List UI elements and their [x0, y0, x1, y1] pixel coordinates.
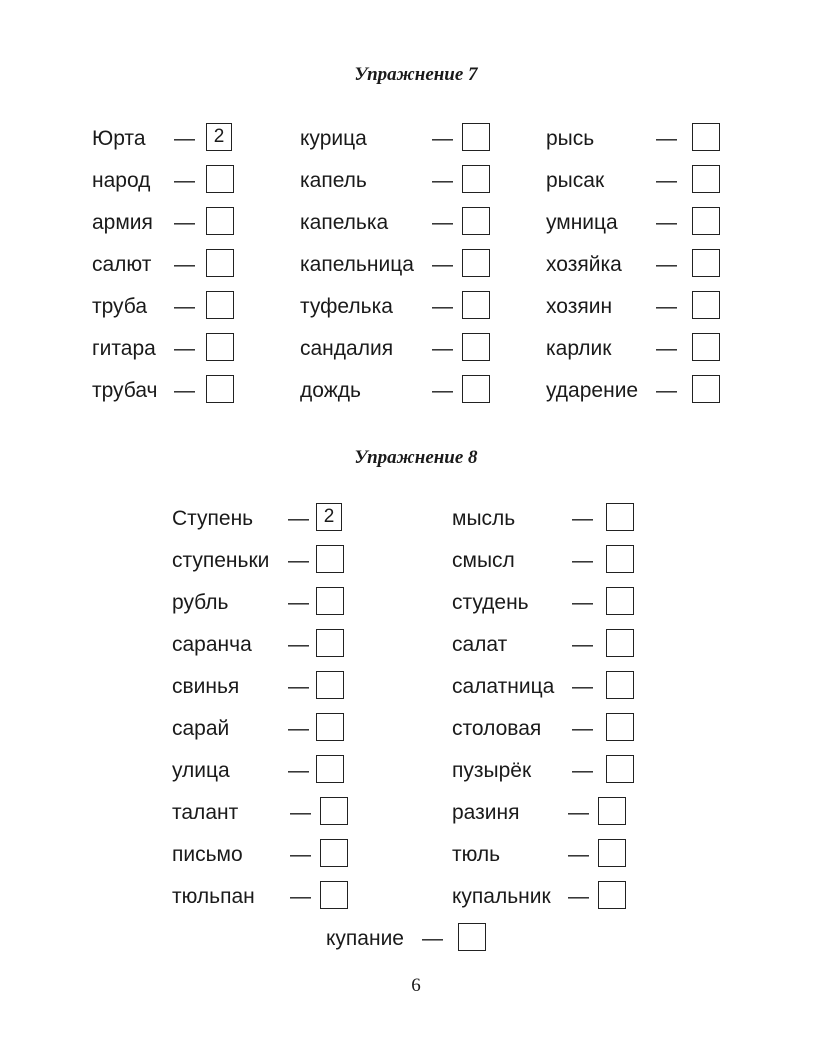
- word-label: смысл: [452, 549, 515, 572]
- word-label: тюль: [452, 843, 501, 866]
- dash-separator: —: [422, 927, 443, 950]
- answer-box[interactable]: [606, 629, 634, 657]
- word-entry: [452, 838, 630, 872]
- word-label: рысак: [546, 169, 605, 192]
- word-label: свинья: [172, 675, 240, 698]
- word-label: рубль: [172, 591, 229, 614]
- dash-separator: —: [290, 801, 311, 824]
- word-label: армия: [92, 211, 153, 234]
- answer-box[interactable]: 2: [316, 503, 342, 531]
- exercise-7-title: Упражнение 7: [354, 64, 478, 85]
- word-label: талант: [172, 801, 239, 824]
- word-entry: [172, 544, 348, 578]
- answer-box[interactable]: [458, 923, 486, 951]
- answer-box[interactable]: [598, 839, 626, 867]
- dash-separator: —: [568, 843, 589, 866]
- answer-box[interactable]: [316, 671, 344, 699]
- answer-box[interactable]: [462, 249, 490, 277]
- word-label: улица: [172, 759, 230, 782]
- word-label: трубач: [92, 379, 158, 402]
- word-label: Юрта: [92, 127, 146, 150]
- word-entry: [452, 628, 638, 662]
- dash-separator: —: [288, 759, 309, 782]
- word-entry: [300, 248, 494, 282]
- word-entry: [172, 712, 348, 746]
- word-entry: [452, 796, 630, 830]
- answer-box[interactable]: [598, 881, 626, 909]
- answer-box[interactable]: [606, 755, 634, 783]
- answer-box[interactable]: [316, 545, 344, 573]
- word-label: купальник: [452, 885, 551, 908]
- word-label: тюльпан: [172, 885, 255, 908]
- dash-separator: —: [174, 211, 195, 234]
- dash-separator: —: [572, 591, 593, 614]
- answer-box[interactable]: [606, 713, 634, 741]
- word-entry: [452, 754, 638, 788]
- word-label: столовая: [452, 717, 542, 740]
- word-entry: [326, 922, 490, 956]
- word-entry: [172, 880, 352, 914]
- word-label: саранча: [172, 633, 252, 656]
- word-label: карлик: [546, 337, 612, 360]
- answer-box[interactable]: [462, 165, 490, 193]
- word-entry: [452, 880, 630, 914]
- word-label: труба: [92, 295, 148, 318]
- word-entry: [92, 290, 238, 324]
- dash-separator: —: [174, 379, 195, 402]
- answer-box[interactable]: 2: [206, 123, 232, 151]
- dash-separator: —: [656, 295, 677, 318]
- word-entry: [546, 206, 724, 240]
- word-entry: [546, 374, 724, 408]
- answer-box[interactable]: [598, 797, 626, 825]
- dash-separator: —: [572, 633, 593, 656]
- dash-separator: —: [656, 379, 677, 402]
- answer-box[interactable]: [206, 333, 234, 361]
- word-label: салют: [92, 253, 152, 276]
- word-entry: [452, 586, 638, 620]
- word-entry: [92, 122, 238, 156]
- answer-box[interactable]: [692, 123, 720, 151]
- word-entry: [452, 502, 638, 536]
- word-entry: [300, 206, 494, 240]
- answer-box[interactable]: [462, 333, 490, 361]
- dash-separator: —: [656, 253, 677, 276]
- word-label: умница: [546, 211, 618, 234]
- word-label: народ: [92, 169, 151, 192]
- word-entry: [172, 670, 348, 704]
- dash-separator: —: [288, 507, 309, 530]
- answer-box[interactable]: [606, 503, 634, 531]
- word-entry: [300, 164, 494, 198]
- page-number: 6: [411, 975, 421, 996]
- dash-separator: —: [288, 591, 309, 614]
- answer-box[interactable]: [320, 839, 348, 867]
- dash-separator: —: [174, 295, 195, 318]
- word-entry: [300, 122, 494, 156]
- answer-box[interactable]: [692, 165, 720, 193]
- answer-box[interactable]: [462, 123, 490, 151]
- word-label: туфелька: [300, 295, 393, 318]
- dash-separator: —: [432, 337, 453, 360]
- answer-box[interactable]: [462, 291, 490, 319]
- word-label: рысь: [546, 127, 595, 150]
- answer-box[interactable]: [316, 629, 344, 657]
- dash-separator: —: [288, 633, 309, 656]
- word-label: хозяйка: [546, 253, 622, 276]
- word-entry: [172, 502, 348, 536]
- dash-separator: —: [432, 127, 453, 150]
- word-label: капельница: [300, 253, 414, 276]
- dash-separator: —: [288, 549, 309, 572]
- dash-separator: —: [432, 253, 453, 276]
- word-label: ступеньки: [172, 549, 270, 572]
- word-entry: [300, 374, 494, 408]
- word-entry: [546, 332, 724, 366]
- word-label: студень: [452, 591, 529, 614]
- answer-box[interactable]: [692, 333, 720, 361]
- word-entry: [546, 122, 724, 156]
- answer-box[interactable]: [606, 545, 634, 573]
- dash-separator: —: [288, 717, 309, 740]
- dash-separator: —: [432, 295, 453, 318]
- word-label: капель: [300, 169, 367, 192]
- dash-separator: —: [572, 759, 593, 782]
- word-entry: [300, 290, 494, 324]
- word-label: купание: [326, 927, 404, 950]
- dash-separator: —: [174, 253, 195, 276]
- dash-separator: —: [656, 169, 677, 192]
- answer-box[interactable]: [320, 797, 348, 825]
- answer-box[interactable]: [316, 713, 344, 741]
- word-entry: [452, 670, 638, 704]
- word-entry: [92, 248, 238, 282]
- dash-separator: —: [656, 337, 677, 360]
- word-label: курица: [300, 127, 367, 150]
- dash-separator: —: [432, 211, 453, 234]
- dash-separator: —: [572, 549, 593, 572]
- answer-box[interactable]: [320, 881, 348, 909]
- answer-box[interactable]: [462, 207, 490, 235]
- dash-separator: —: [656, 211, 677, 234]
- dash-separator: —: [572, 717, 593, 740]
- exercise-8-title: Упражнение 8: [354, 447, 478, 468]
- dash-separator: —: [290, 885, 311, 908]
- word-label: пузырёк: [452, 759, 532, 782]
- answer-box[interactable]: [606, 671, 634, 699]
- word-entry: [172, 754, 348, 788]
- answer-box[interactable]: [692, 375, 720, 403]
- dash-separator: —: [174, 127, 195, 150]
- word-entry: [92, 374, 238, 408]
- word-entry: [546, 248, 724, 282]
- word-label: мысль: [452, 507, 516, 530]
- word-entry: [172, 796, 352, 830]
- answer-box[interactable]: [316, 755, 344, 783]
- word-label: сарай: [172, 717, 230, 740]
- word-label: капелька: [300, 211, 389, 234]
- dash-separator: —: [656, 127, 677, 150]
- dash-separator: —: [432, 169, 453, 192]
- dash-separator: —: [174, 169, 195, 192]
- word-label: письмо: [172, 843, 243, 866]
- dash-separator: —: [290, 843, 311, 866]
- answer-box[interactable]: [206, 375, 234, 403]
- word-label: дождь: [300, 379, 361, 402]
- word-entry: [92, 164, 238, 198]
- answer-box[interactable]: [316, 587, 344, 615]
- answer-box[interactable]: [692, 249, 720, 277]
- dash-separator: —: [572, 675, 593, 698]
- word-entry: [452, 712, 638, 746]
- answer-box[interactable]: [692, 291, 720, 319]
- word-label: разиня: [452, 801, 520, 824]
- word-entry: [92, 332, 238, 366]
- dash-separator: —: [572, 507, 593, 530]
- word-label: салатница: [452, 675, 555, 698]
- word-entry: [300, 332, 494, 366]
- dash-separator: —: [174, 337, 195, 360]
- dash-separator: —: [432, 379, 453, 402]
- word-entry: [172, 628, 348, 662]
- word-entry: [546, 164, 724, 198]
- word-entry: [452, 544, 638, 578]
- answer-box[interactable]: [692, 207, 720, 235]
- word-label: сандалия: [300, 337, 394, 360]
- answer-box[interactable]: [206, 249, 234, 277]
- word-label: гитара: [92, 337, 156, 360]
- answer-box[interactable]: [206, 291, 234, 319]
- answer-box[interactable]: [206, 207, 234, 235]
- dash-separator: —: [288, 675, 309, 698]
- word-entry: [92, 206, 238, 240]
- dash-separator: —: [568, 885, 589, 908]
- word-entry: [172, 586, 348, 620]
- word-label: ударение: [546, 379, 639, 402]
- word-entry: [172, 838, 352, 872]
- answer-box[interactable]: [606, 587, 634, 615]
- word-label: салат: [452, 633, 508, 656]
- answer-box[interactable]: [206, 165, 234, 193]
- dash-separator: —: [568, 801, 589, 824]
- word-label: Ступень: [172, 507, 254, 530]
- word-label: хозяин: [546, 295, 613, 318]
- answer-box[interactable]: [462, 375, 490, 403]
- word-entry: [546, 290, 724, 324]
